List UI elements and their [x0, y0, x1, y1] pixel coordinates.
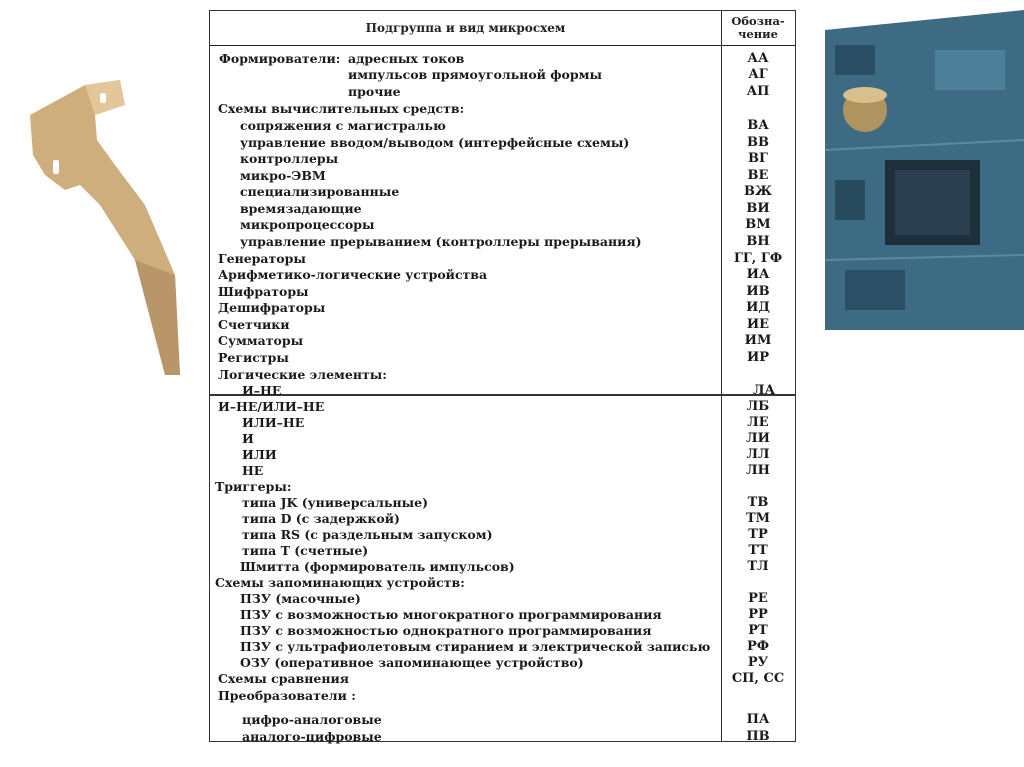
row-label: Шмитта (формирователь импульсов): [240, 559, 515, 574]
row-designation: ЛА: [752, 383, 776, 398]
row-label: Сумматоры: [218, 333, 304, 348]
table-row: [210, 135, 795, 151]
row-label: специализированные: [240, 184, 400, 199]
table-row: [210, 415, 795, 431]
table-row: [210, 317, 795, 333]
table-row: [210, 655, 795, 671]
table-row: [210, 559, 795, 575]
row-label: Преобразователи :: [218, 688, 356, 703]
table-row: [210, 151, 795, 167]
row-designation: АП: [746, 84, 770, 99]
table-row: [210, 184, 795, 200]
table-row: [210, 67, 795, 83]
row-label: ОЗУ (оперативное запоминающее устройство): [240, 655, 584, 670]
table-row: [210, 591, 795, 607]
row-label: микро-ЭВМ: [240, 168, 326, 183]
row-designation: РУ: [747, 655, 769, 670]
row-designation: ГГ, ГФ: [733, 251, 783, 266]
table-row: [210, 101, 795, 117]
table-row: [210, 623, 795, 639]
row-label: Генераторы: [218, 251, 306, 266]
row-designation: ЛИ: [746, 431, 770, 446]
row-designation: ИМ: [744, 333, 772, 348]
row-designation: ТЛ: [747, 559, 769, 574]
row-label: И–НЕ: [242, 383, 282, 398]
row-label: Счетчики: [218, 317, 290, 332]
table-row: [210, 118, 795, 134]
row-designation: ЛН: [746, 463, 770, 478]
table-header: [210, 11, 795, 46]
row-designation: ТМ: [745, 511, 771, 526]
row-designation: ЛЕ: [747, 415, 769, 430]
table-row: [210, 688, 795, 704]
table-row: [210, 399, 795, 415]
row-designation: ИА: [746, 267, 770, 282]
table-row: [210, 284, 795, 300]
row-designation: ПВ: [746, 729, 770, 744]
row-designation: РР: [748, 607, 768, 622]
table-row: [210, 607, 795, 623]
row-label: типа JK (универсальные): [242, 495, 429, 510]
row-label: цифро-аналоговые: [242, 712, 382, 727]
row-label: типа T (счетные): [242, 543, 369, 558]
table-row: [210, 639, 795, 655]
header-subgroup: Подгруппа и вид микросхем: [365, 21, 566, 35]
row-label: ИЛИ–НЕ: [242, 415, 305, 430]
row-label: Схемы сравнения: [218, 671, 349, 686]
row-sublabel: прочие: [348, 84, 401, 99]
row-label: сопряжения с магистралью: [240, 118, 446, 133]
row-designation: ИВ: [746, 284, 770, 299]
table-row: [210, 575, 795, 591]
row-label: управление прерыванием (контроллеры прерывания): [240, 234, 642, 249]
row-designation: ВА: [747, 118, 769, 133]
row-label: управление вводом/выводом (интерфейсные схемы): [240, 135, 630, 150]
row-designation: ИР: [746, 350, 770, 365]
circuit-board-image: [825, 10, 1024, 330]
metal-bracket-image: [25, 45, 185, 375]
row-sublabel: адресных токов: [348, 51, 465, 66]
table-row: [210, 431, 795, 447]
table-row: [210, 201, 795, 217]
row-designation: РТ: [748, 623, 768, 638]
row-label: Триггеры:: [215, 479, 292, 494]
microcircuit-designation-table: [209, 10, 796, 742]
table-row: [210, 367, 795, 383]
row-designation: СП, СС: [731, 671, 785, 686]
row-designation: ВЖ: [743, 184, 773, 199]
table-row: [210, 300, 795, 316]
row-designation: АА: [747, 51, 769, 66]
row-label: Логические элементы:: [218, 367, 387, 382]
row-label: микропроцессоры: [240, 217, 375, 232]
table-row: [210, 447, 795, 463]
table-row: [210, 383, 795, 399]
row-label: ПЗУ (масочные): [240, 591, 361, 606]
table-row: [210, 217, 795, 233]
table-row: [210, 333, 795, 349]
table-row: [210, 543, 795, 559]
row-label: Регистры: [218, 350, 289, 365]
row-label: Схемы вычислительных средств:: [218, 101, 465, 116]
table-row: [210, 527, 795, 543]
table-row: [210, 463, 795, 479]
row-designation: ВЕ: [747, 168, 769, 183]
row-designation: АГ: [748, 67, 768, 82]
row-label: ПЗУ с возможностью многократного программирования: [240, 607, 662, 622]
table-row: [210, 479, 795, 495]
row-label: НЕ: [242, 463, 264, 478]
table-row: [210, 350, 795, 366]
row-label: Арифметико-логические устройства: [218, 267, 488, 282]
row-label: И–НЕ/ИЛИ–НЕ: [218, 399, 325, 414]
table-row: [210, 671, 795, 687]
row-designation: ПА: [746, 712, 770, 727]
row-designation: ИД: [746, 300, 770, 315]
row-designation: ВГ: [748, 151, 768, 166]
row-designation: ИЕ: [746, 317, 770, 332]
row-designation: ЛБ: [746, 399, 770, 414]
row-label: И: [242, 431, 254, 446]
row-label: контроллеры: [240, 151, 339, 166]
table-row: [210, 712, 795, 728]
table-row: [210, 729, 795, 745]
row-label: ПЗУ с ультрафиолетовым стиранием и электрической записью: [240, 639, 711, 654]
row-label: Шифраторы: [218, 284, 309, 299]
row-designation: РЕ: [748, 591, 768, 606]
row-designation: ЛЛ: [746, 447, 770, 462]
row-designation: ВН: [746, 234, 770, 249]
table-row: [210, 168, 795, 184]
row-sublabel: импульсов прямоугольной формы: [348, 67, 603, 82]
row-label: аналого-цифровые: [242, 729, 382, 744]
row-designation: ВВ: [747, 135, 769, 150]
table-row: [210, 51, 795, 67]
table-row: [210, 234, 795, 250]
row-label: ИЛИ: [242, 447, 277, 462]
row-label: типа RS (с раздельным запуском): [242, 527, 493, 542]
table-row: [210, 84, 795, 100]
row-label: Дешифраторы: [218, 300, 326, 315]
row-label: Схемы запоминающих устройств:: [215, 575, 465, 590]
row-designation: ТВ: [747, 495, 769, 510]
row-designation: ВИ: [746, 201, 770, 216]
row-designation: РФ: [746, 639, 770, 654]
row-label: типа D (с задержкой): [242, 511, 400, 526]
table-row: [210, 251, 795, 267]
row-designation: ТР: [748, 527, 768, 542]
row-label: Формирователи:: [219, 51, 341, 66]
table-row: [210, 511, 795, 527]
row-designation: ТТ: [748, 543, 768, 558]
row-label: времязадающие: [240, 201, 362, 216]
table-row: [210, 495, 795, 511]
header-designation: Обозна- чение: [731, 14, 785, 41]
table-row: [210, 267, 795, 283]
row-label: ПЗУ с возможностью однократного программирования: [240, 623, 652, 638]
row-designation: ВМ: [745, 217, 771, 232]
